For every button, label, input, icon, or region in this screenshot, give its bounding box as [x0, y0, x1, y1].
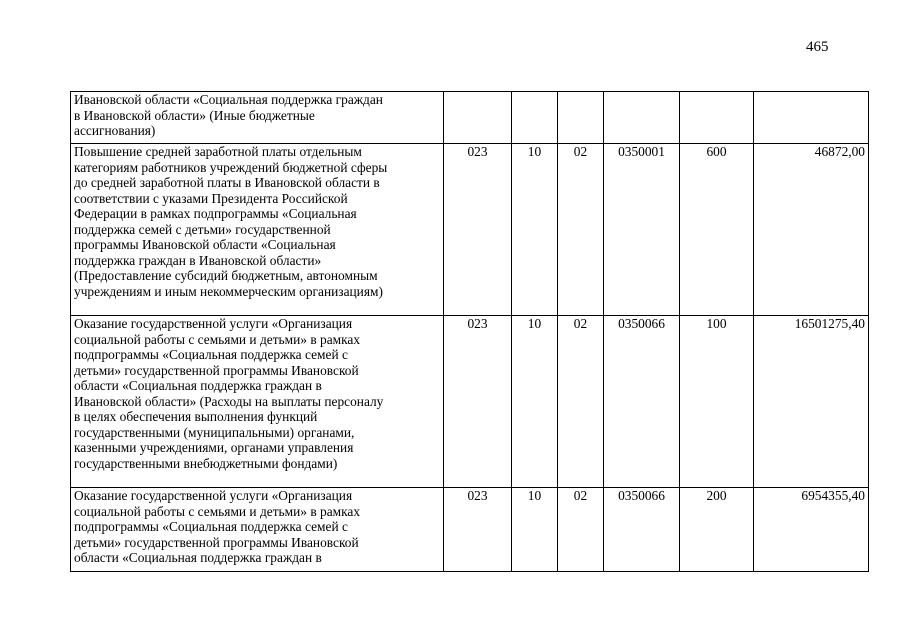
description-line: детьми» государственной программы Ивановской — [74, 534, 359, 550]
description-line: детьми» государственной программы Ивановской — [74, 362, 359, 378]
subsection-code: 02 — [558, 316, 604, 488]
expense-type: 600 — [680, 144, 754, 316]
amount: 46872,00 — [754, 144, 869, 316]
admin-code: 023 — [444, 144, 512, 316]
admin-code — [444, 92, 512, 144]
row-description — [71, 488, 444, 572]
description-line: до средней заработной платы в Ивановской области в — [74, 175, 380, 190]
description-line: учреждениям и иным некоммерческим организациям) — [74, 283, 383, 299]
description-line: поддержка граждан в Ивановской области» — [74, 252, 322, 268]
description-line: (Предоставление субсидий бюджетным, автономным — [74, 268, 378, 283]
subsection-code: 02 — [558, 144, 604, 316]
table-row — [71, 144, 869, 316]
target-article: 0350066 — [604, 488, 680, 572]
description-line: государственными внебюджетными фондами) — [74, 455, 338, 471]
description-line: Повышение средней заработной платы отдельным — [74, 144, 362, 159]
description-line: Ивановской области «Социальная поддержка граждан — [74, 92, 383, 107]
section-code: 10 — [512, 488, 558, 572]
description-line: соответствии с указами Президента Российской — [74, 190, 348, 206]
admin-code: 023 — [444, 488, 512, 572]
section-code: 10 — [512, 316, 558, 488]
description-line: подпрограммы «Социальная поддержка семей с — [74, 347, 348, 362]
amount: 6954355,40 — [754, 488, 869, 572]
amount — [754, 92, 869, 144]
description-line: казенными учреждениями, органами управления — [74, 440, 354, 455]
description-line: поддержка семей с детьми» государственной — [74, 221, 331, 237]
description-line: Ивановской области» (Расходы на выплаты персоналу — [74, 393, 384, 409]
target-article — [604, 92, 680, 144]
description-line: государственными (муниципальными) органами, — [74, 424, 355, 440]
table-row — [71, 316, 869, 488]
expense-type: 200 — [680, 488, 754, 572]
description-line: социальной работы с семьями и детьми» в рамках — [74, 503, 361, 519]
description-line: социальной работы с семьями и детьми» в рамках — [74, 331, 361, 347]
description-line: области «Социальная поддержка граждан в — [74, 550, 322, 565]
expense-type — [680, 92, 754, 144]
section-code — [512, 92, 558, 144]
description-line: программы Ивановской области «Социальная — [74, 237, 336, 252]
target-article: 0350066 — [604, 316, 680, 488]
row-description — [71, 144, 444, 316]
subsection-code — [558, 92, 604, 144]
description-line: Федерации в рамках подпрограммы «Социальная — [74, 206, 357, 221]
row-description — [71, 92, 444, 144]
table-row — [71, 92, 869, 144]
subsection-code: 02 — [558, 488, 604, 572]
section-code: 10 — [512, 144, 558, 316]
table-row — [71, 488, 869, 572]
budget-table — [70, 91, 869, 572]
target-article: 0350001 — [604, 144, 680, 316]
description-line: ассигнования) — [74, 123, 156, 138]
description-line: категориям работников учреждений бюджетной сферы — [74, 159, 388, 175]
page-number: 465 — [806, 39, 829, 55]
admin-code: 023 — [444, 316, 512, 488]
description-line: Оказание государственной услуги «Организация — [74, 316, 353, 331]
description-line: подпрограммы «Социальная поддержка семей с — [74, 519, 348, 534]
expense-type: 100 — [680, 316, 754, 488]
description-line: в целях обеспечения выполнения функций — [74, 409, 318, 424]
row-description — [71, 316, 444, 488]
description-line: Оказание государственной услуги «Организация — [74, 488, 353, 503]
description-line: в Ивановской области» (Иные бюджетные — [74, 107, 315, 123]
description-line: области «Социальная поддержка граждан в — [74, 378, 322, 393]
amount: 16501275,40 — [754, 316, 869, 488]
